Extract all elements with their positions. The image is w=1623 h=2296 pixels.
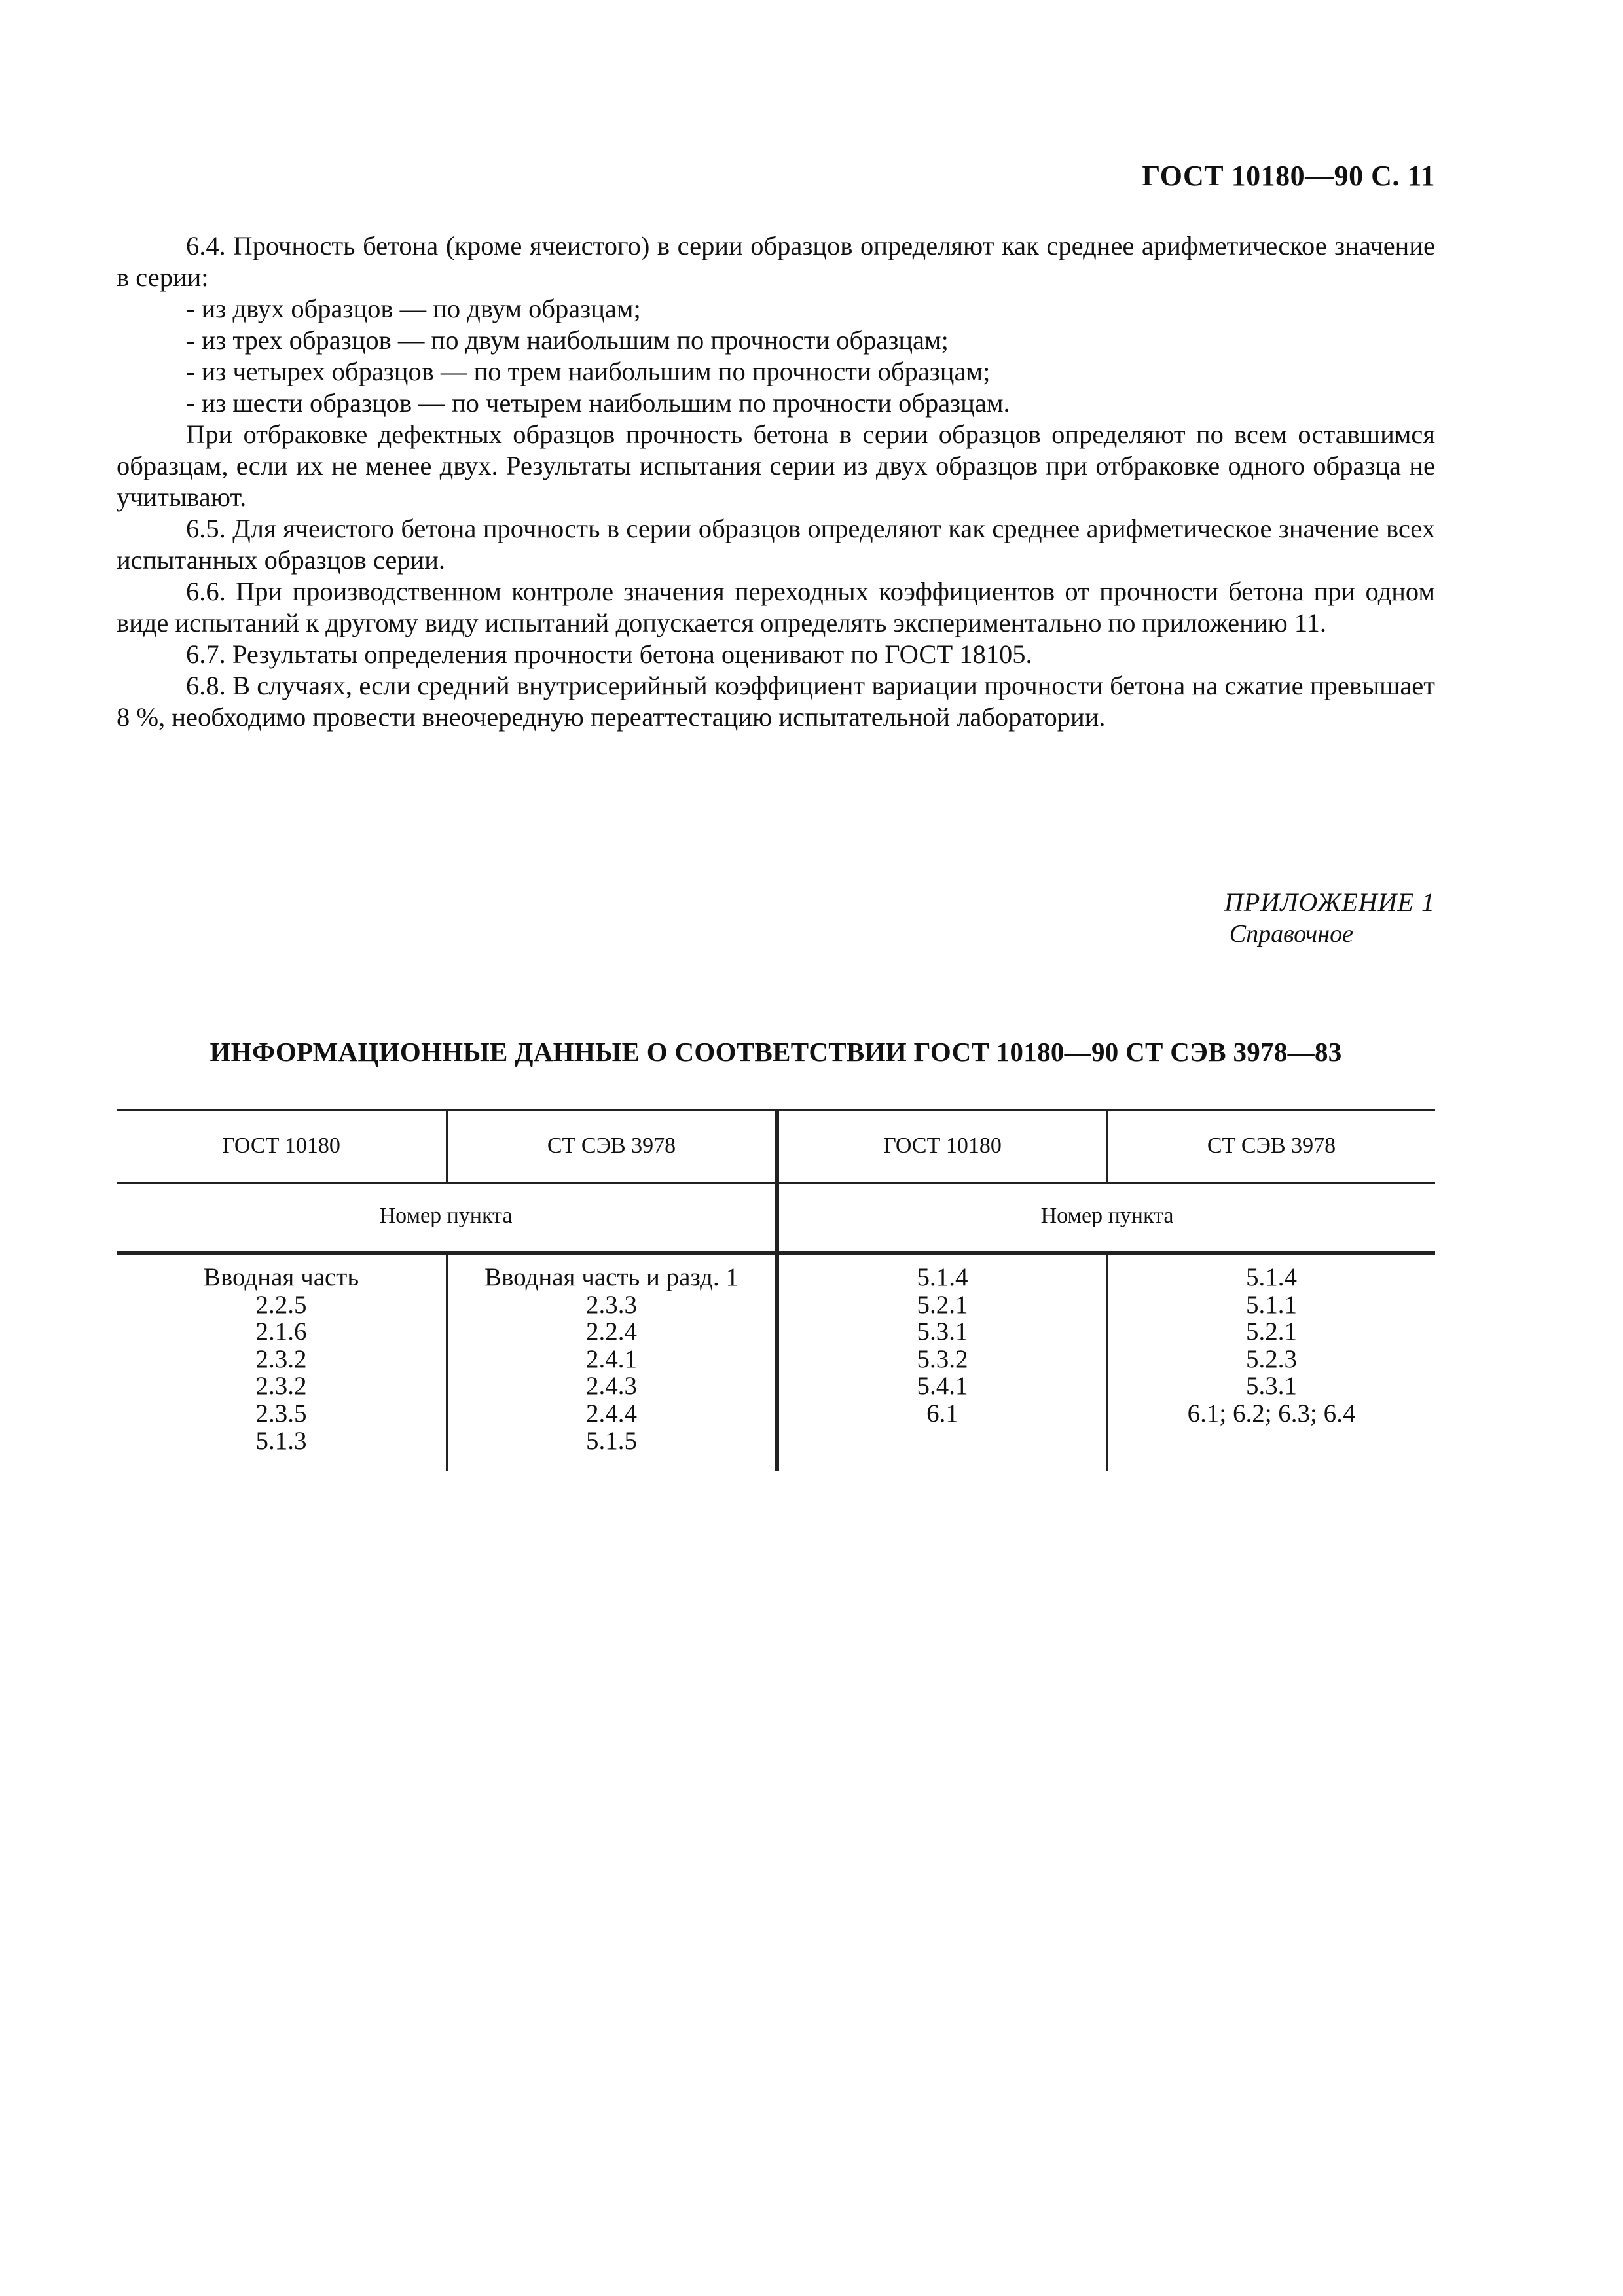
table-subheader-cell: Номер пункта xyxy=(1040,1204,1174,1228)
table-cell: 6.1 xyxy=(926,1399,958,1427)
table-cell: 5.2.1 xyxy=(1246,1318,1297,1346)
paragraph-6-8: 6.8. В случаях, если средний внутрисерийный коэффициент вариации прочности бетона на сжатие превышает 8 %, необходимо провести внеочередную переаттестацию испытательной лаборатории. xyxy=(117,671,1435,732)
table-header-cell: СТ СЭВ 3978 xyxy=(1207,1134,1336,1158)
table-subheader-cell: Номер пункта xyxy=(379,1204,513,1228)
appendix-label: ПРИЛОЖЕНИЕ 1 xyxy=(1224,888,1435,917)
table-cell: 5.4.1 xyxy=(917,1372,968,1401)
table-cell: 5.3.1 xyxy=(1246,1372,1297,1401)
list-item: - из четырех образцов — по трем наибольшим по прочности образцам; xyxy=(186,357,991,386)
paragraph-6-7: 6.7. Результаты определения прочности бетона оценивают по ГОСТ 18105. xyxy=(186,639,1032,669)
table-cell: 5.2.3 xyxy=(1246,1344,1297,1373)
table-cell: 5.2.1 xyxy=(917,1290,968,1319)
paragraph-6-6: 6.6. При производственном контроле значения переходных коэффициентов от прочности бетона при одном виде испытаний к другому виду испытаний допускается определять экспериментально по приложению 11. xyxy=(117,577,1435,637)
table-column-st-sev xyxy=(448,1264,775,1454)
table-column-st-sev xyxy=(1108,1264,1435,1427)
paragraph-6-4: 6.4. Прочность бетона (кроме ячеистого) в серии образцов определяют как среднее арифметическое значение в серии: xyxy=(117,231,1435,292)
table-cell: 2.4.4 xyxy=(586,1399,637,1427)
page-header: ГОСТ 10180—90 С. 11 xyxy=(1142,160,1435,192)
table-cell: 5.1.1 xyxy=(1246,1290,1297,1319)
list-item: - из двух образцов — по двум образцам; xyxy=(186,294,641,323)
table-column-gost xyxy=(779,1264,1106,1427)
table-header-cell: ГОСТ 10180 xyxy=(883,1134,1002,1158)
table-cell: 2.3.3 xyxy=(586,1290,637,1319)
correspondence-table xyxy=(117,1109,1435,1471)
table-cell: Вводная часть и разд. 1 xyxy=(484,1263,739,1291)
table-cell: 2.4.3 xyxy=(586,1372,637,1401)
table-cell: 5.3.1 xyxy=(917,1318,968,1346)
table-cell: 2.2.4 xyxy=(586,1318,637,1346)
table-cell: 2.3.2 xyxy=(255,1344,307,1373)
table-cell: Вводная часть xyxy=(203,1263,359,1291)
paragraph-rejection: При отбраковке дефектных образцов прочность бетона в серии образцов определяют по всем оставшимся образцам, если их не менее двух. Результаты испытания серии из двух образцов при отбраковке одного образца не учитывают. xyxy=(117,420,1435,512)
table-cell: 5.3.2 xyxy=(917,1344,968,1373)
table-cell: 5.1.4 xyxy=(917,1263,968,1291)
list-item: - из трех образцов — по двум наибольшим по прочности образцам; xyxy=(186,325,949,355)
table-column-gost xyxy=(117,1264,446,1454)
table-cell: 2.1.6 xyxy=(255,1318,307,1346)
table-header-cell: ГОСТ 10180 xyxy=(222,1134,340,1158)
body-text xyxy=(117,230,1435,733)
appendix-subtitle: Справочное xyxy=(1229,920,1353,948)
table-header-cell: СТ СЭВ 3978 xyxy=(547,1134,676,1158)
list-item: - из шести образцов — по четырем наибольшим по прочности образцам. xyxy=(186,388,1010,418)
table-cell: 2.3.2 xyxy=(255,1372,307,1401)
table-cell: 6.1; 6.2; 6.3; 6.4 xyxy=(1187,1399,1356,1427)
table-title: ИНФОРМАЦИОННЫЕ ДАННЫЕ О СООТВЕТСТВИИ ГОСТ 10180—90 СТ СЭВ 3978—83 xyxy=(210,1037,1342,1067)
table-cell: 5.1.3 xyxy=(255,1426,307,1455)
table-cell: 5.1.5 xyxy=(586,1426,637,1455)
table-cell: 2.4.1 xyxy=(586,1344,637,1373)
paragraph-6-5: 6.5. Для ячеистого бетона прочность в серии образцов определяют как среднее арифметическое значение всех испытанных образцов серии. xyxy=(117,514,1435,575)
table-cell: 2.3.5 xyxy=(255,1399,307,1427)
table-cell: 5.1.4 xyxy=(1246,1263,1297,1291)
table-cell: 2.2.5 xyxy=(255,1290,307,1319)
